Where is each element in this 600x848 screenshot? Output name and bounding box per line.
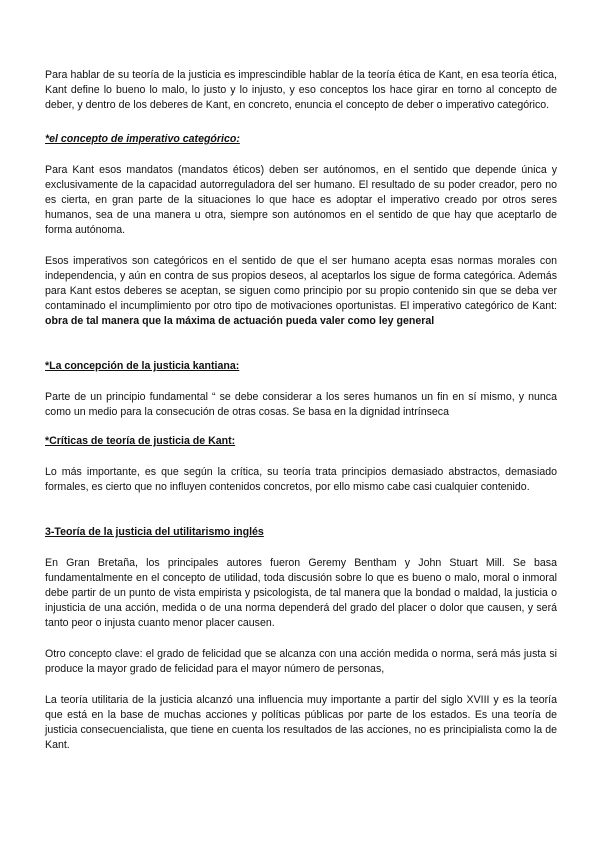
paragraph-imperativos [45, 254, 557, 329]
paragraph-teoria-utilitaria: La teoría utilitaria de la justicia alcanzó una influencia muy importante a partir del siglo XVIII y es la teoría que está en la base de muchas acciones y políticas públicas por parte de los estados. Es una teoría de justicia consecuencialista, que tiene en cuenta los resultados de las acciones, no es principialista como la de Kant. [45, 694, 557, 751]
paragraph-grado-felicidad: Otro concepto clave: el grado de felicidad que se alcanza con una acción medida o norma, será más justa si produce la mayor grado de felicidad para el mayor número de personas, [45, 648, 557, 675]
heading-concepcion-justicia-kantiana: *La concepción de la justicia kantiana: [45, 360, 240, 372]
paragraph-mandatos: Para Kant esos mandatos (mandatos éticos) deben ser autónomos, en el sentido que depende única y exclusivamente de la capacidad autorreguladora del ser humano. El resultado de su poder creador, pero no es cierta, en gran parte de la situaciones lo que hace es adoptar el imperativo creado por otros seres humanos, sea de una manera u otra, siempre son autónomos en el sentido de que hay que aceptarlo de forma autónoma. [45, 164, 557, 236]
document-page [45, 68, 557, 753]
heading-imperativo-categorico: *el concepto de imperativo categórico: [45, 133, 240, 145]
heading-utilitarismo-ingles: 3-Teoría de la justicia del utilitarismo inglés [45, 526, 264, 538]
paragraph-criticas: Lo más importante, es que según la crítica, su teoría trata principios demasiado abstractos, demasiado formales, es cierto que no influyen contenidos concretos, por ello mismo cabe casi cualquier contenido. [45, 466, 557, 493]
imperativo-formula: obra de tal manera que la máxima de actuación pueda valer como ley general [45, 315, 435, 327]
heading-criticas-kant: *Críticas de teoría de justicia de Kant: [45, 435, 236, 447]
paragraph-imperativos-text: Esos imperativos son categóricos en el sentido de que el ser humano acepta esas normas morales con independencia, y aún en contra de sus propios deseos, al aceptarlos los sigue de forma categórica. Además para Kant estos deberes se aceptan, se siguen como principio por su propio contenido sin que se deba ver contaminado el incumplimiento por otro tipo de motivaciones oportunistas. El imperativo categórico de Kant: [45, 255, 557, 312]
paragraph-gran-bretana: En Gran Bretaña, los principales autores fueron Geremy Bentham y John Stuart Mill. Se basa fundamentalmente en el concepto de utilidad, toda discusión sobre lo que es bueno o malo, moral o inmoral debe partir de un punto de vista empirista y psicologista, de tal manera que la bondad o maldad, la justicia o injusticia de una acción, medida o de una norma dependerá del grado del placer o dolor que causen, y será tanto peor o injusta cuanto menor placer causen. [45, 557, 557, 629]
paragraph-principio-fundamental: Parte de un principio fundamental “ se debe considerar a los seres humanos un fin en sí mismo, y nunca como un medio para la consecución de otras cosas. Se basa en la dignidad intrínseca [45, 391, 557, 418]
intro-paragraph: Para hablar de su teoría de la justicia es imprescindible hablar de la teoría ética de Kant, en esa teoría ética, Kant define lo bueno lo malo, lo justo y lo injusto, y eso conceptos los hace girar en torno al concepto de deber, y dentro de los deberes de Kant, en concreto, enuncia el concepto de deber o imperativo categórico. [45, 69, 557, 111]
